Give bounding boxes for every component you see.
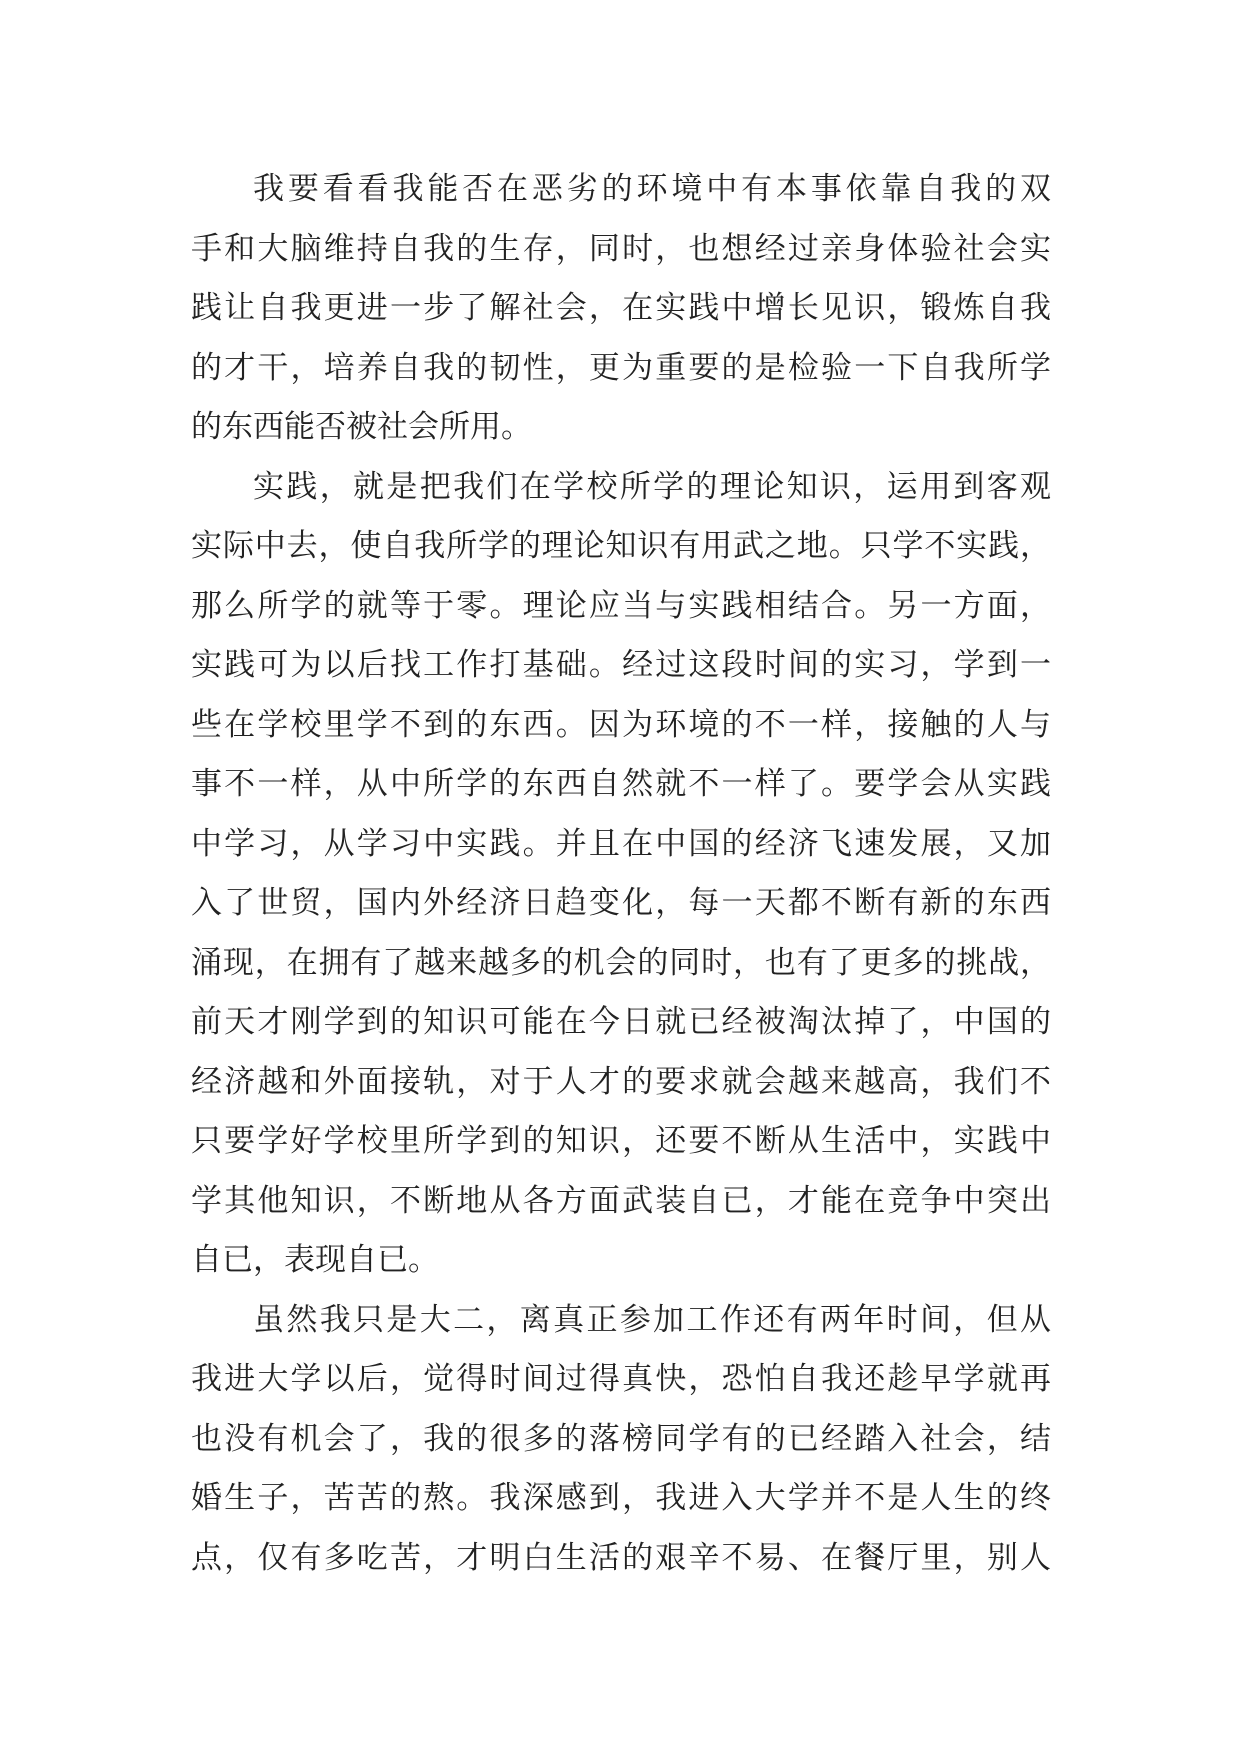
text-line: 事不一样，从中所学的东西自然就不一样了。要学会从实践 xyxy=(191,766,1051,802)
document-body xyxy=(191,160,1051,1588)
text-line: 实际中去，使自我所学的理论知识有用武之地。只学不实践， xyxy=(191,528,1051,564)
text-line: 也没有机会了，我的很多的落榜同学有的已经踏入社会，结 xyxy=(191,1420,1051,1457)
text-line: 虽然我只是大二，离真正参加工作还有两年时间，但从 xyxy=(253,1301,1051,1338)
text-line: 手和大脑维持自我的生存，同时，也想经过亲身体验社会实 xyxy=(191,230,1051,267)
text-line: 涌现，在拥有了越来越多的机会的同时，也有了更多的挑战， xyxy=(191,944,1051,981)
text-line: 我进大学以后，觉得时间过得真快，恐怕自我还趁早学就再 xyxy=(191,1361,1051,1397)
text-line: 践让自我更进一步了解社会，在实践中增长见识，锻炼自我 xyxy=(191,290,1051,326)
text-line: 自已，表现自已。 xyxy=(191,1242,439,1278)
text-line: 点，仅有多吃苦，才明白生活的艰辛不易、在餐厅里，别人 xyxy=(191,1539,1051,1576)
text-line: 前天才刚学到的知识可能在今日就已经被淘汰掉了，中国的 xyxy=(191,1004,1051,1040)
text-line: 经济越和外面接轨，对于人才的要求就会越来越高，我们不 xyxy=(191,1063,1051,1100)
paragraph xyxy=(191,160,1051,458)
paragraph xyxy=(191,1291,1051,1589)
text-line: 学其他知识，不断地从各方面武装自已，才能在竞争中突出 xyxy=(191,1182,1051,1219)
text-line: 实践可为以后找工作打基础。经过这段时间的实习，学到一 xyxy=(191,647,1051,683)
text-line: 入了世贸，国内外经济日趋变化，每一天都不断有新的东西 xyxy=(191,885,1051,921)
text-line: 中学习，从学习中实践。并且在中国的经济飞速发展，又加 xyxy=(191,825,1051,862)
text-line: 婚生子，苦苦的熬。我深感到，我进入大学并不是人生的终 xyxy=(191,1480,1051,1516)
text-line: 我要看看我能否在恶劣的环境中有本事依靠自我的双 xyxy=(253,171,1051,207)
text-line: 的东西能否被社会所用。 xyxy=(191,409,532,445)
text-line: 只要学好学校里所学到的知识，还要不断从生活中，实践中 xyxy=(191,1123,1051,1159)
text-line: 实践，就是把我们在学校所学的理论知识，运用到客观 xyxy=(253,468,1051,505)
text-line: 的才干，培养自我的韧性，更为重要的是检验一下自我所学 xyxy=(191,349,1051,386)
text-line: 些在学校里学不到的东西。因为环境的不一样，接触的人与 xyxy=(191,706,1051,743)
paragraph xyxy=(191,458,1051,1291)
text-line: 那么所学的就等于零。理论应当与实践相结合。另一方面， xyxy=(191,587,1051,624)
